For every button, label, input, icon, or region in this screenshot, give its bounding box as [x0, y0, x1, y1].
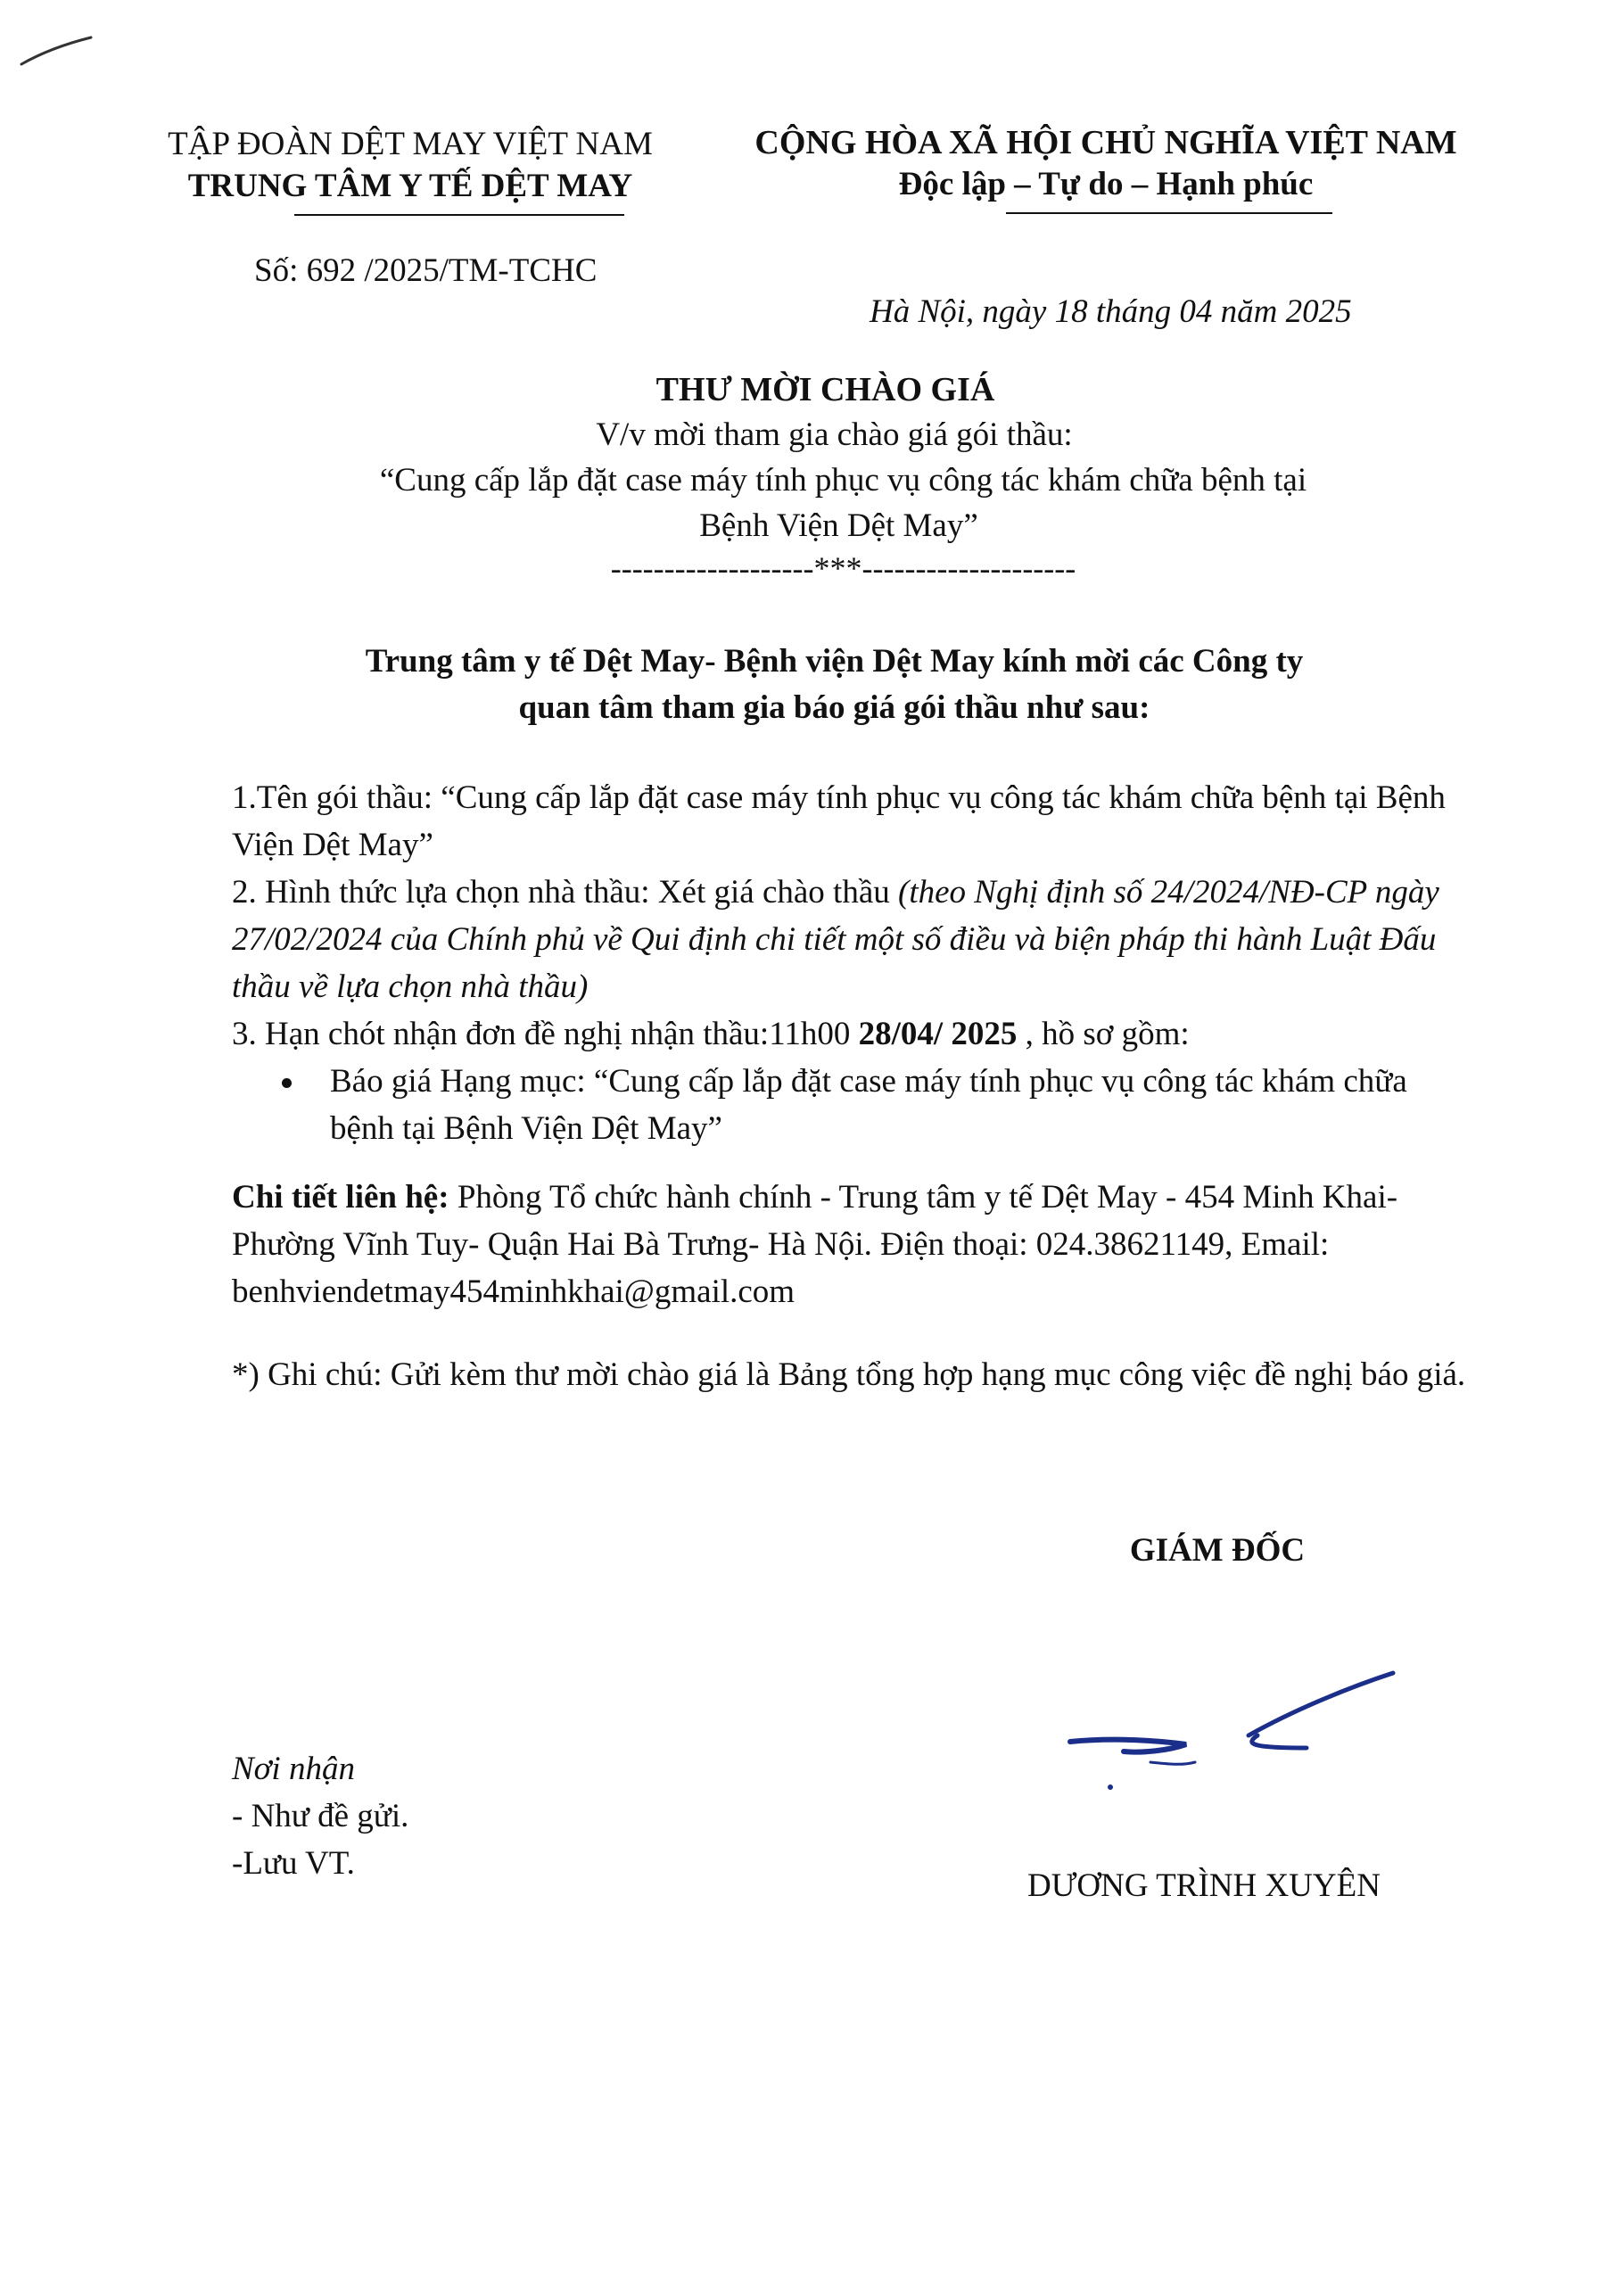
contact-block [232, 1174, 1498, 1315]
item-3-prefix: 3. Hạn chót nhận đơn đề nghị nhận thầu:11h00 [232, 1016, 859, 1052]
recipient-line-1: - Như đề gửi. [232, 1798, 409, 1834]
motto-underline [1006, 212, 1332, 214]
title-separator: -------------------***-------------------- [610, 550, 1076, 586]
org-parent: TẬP ĐOÀN DỆT MAY VIỆT NAM [168, 126, 653, 162]
bullet-1: Báo giá Hạng mục: “Cung cấp lắp đặt case máy tính phục vụ công tác khám chữa bệnh tại Bệnh Viện Dệt May” [232, 1058, 1498, 1152]
item-3-suffix: , hồ sơ gồm: [1017, 1016, 1190, 1052]
recipients-heading: Nơi nhận [232, 1751, 355, 1787]
note: *) Ghi chú: Gửi kèm thư mời chào giá là Bảng tổng hợp hạng mục công việc đề nghị báo giá. [232, 1356, 1466, 1393]
pen-mark-icon [18, 27, 98, 71]
item-2 [232, 869, 1498, 1010]
org-name: TRUNG TÂM Y TẾ DỆT MAY [187, 168, 633, 204]
motto: Độc lập – Tự do – Hạnh phúc [898, 166, 1314, 202]
package-line-1: “Cung cấp lắp đặt case máy tính phục vụ công tác khám chữa bệnh tại [379, 462, 1307, 499]
intro-line-2: quan tâm tham gia báo giá gói thầu như sau: [518, 689, 1150, 726]
intro-line-1: Trung tâm y tế Dệt May- Bệnh viện Dệt May kính mời các Công ty [365, 643, 1304, 680]
signature-icon [1061, 1666, 1418, 1800]
item-1: 1.Tên gói thầu: “Cung cấp lắp đặt case máy tính phục vụ công tác khám chữa bệnh tại Bệnh Viện Dệt May” [232, 779, 1446, 863]
item-2-note: (theo Nghị định số 24/2024/NĐ-CP ngày 27/02/2024 của Chính phủ về Qui định chi tiết một số điều và biện pháp thi hành Luật Đấu thầu về lựa chọn nhà thầu) [232, 874, 1439, 1005]
package-line-2: Bệnh Viện Dệt May” [699, 507, 978, 544]
item-3 [232, 1010, 1498, 1058]
item-3-deadline: 28/04/ 2025 [858, 1016, 1018, 1052]
contact-label: Chi tiết liên hệ: [232, 1179, 449, 1216]
recipient-line-2: -Lưu VT. [232, 1845, 355, 1882]
contact-text: Phòng Tổ chức hành chính - Trung tâm y tế Dệt May - 454 Minh Khai- Phường Vĩnh Tuy- Quận Hai Bà Trưng- Hà Nội. Điện thoại: 024.38621149, Email: benhviendetmay454minhkhai@gmail.com [232, 1179, 1398, 1310]
org-name-underline [294, 214, 624, 216]
signer-name: DƯƠNG TRÌNH XUYÊN [1027, 1867, 1381, 1904]
signature-title: GIÁM ĐỐC [1129, 1532, 1306, 1569]
subject-line: V/v mời tham gia chào giá gói thầu: [596, 416, 1073, 453]
date-line: Hà Nội, ngày 18 tháng 04 năm 2025 [870, 293, 1352, 330]
document-title: THƯ MỜI CHÀO GIÁ [655, 371, 995, 408]
doc-number: Số: 692 /2025/TM-TCHC [254, 252, 598, 289]
country-name: CỘNG HÒA XÃ HỘI CHỦ NGHĨA VIỆT NAM [754, 124, 1457, 161]
items-block [232, 774, 1498, 1152]
item-3-bullets [232, 1058, 1498, 1152]
item-2-label: 2. Hình thức lựa chọn nhà thầu: Xét giá chào thầu [232, 874, 899, 911]
